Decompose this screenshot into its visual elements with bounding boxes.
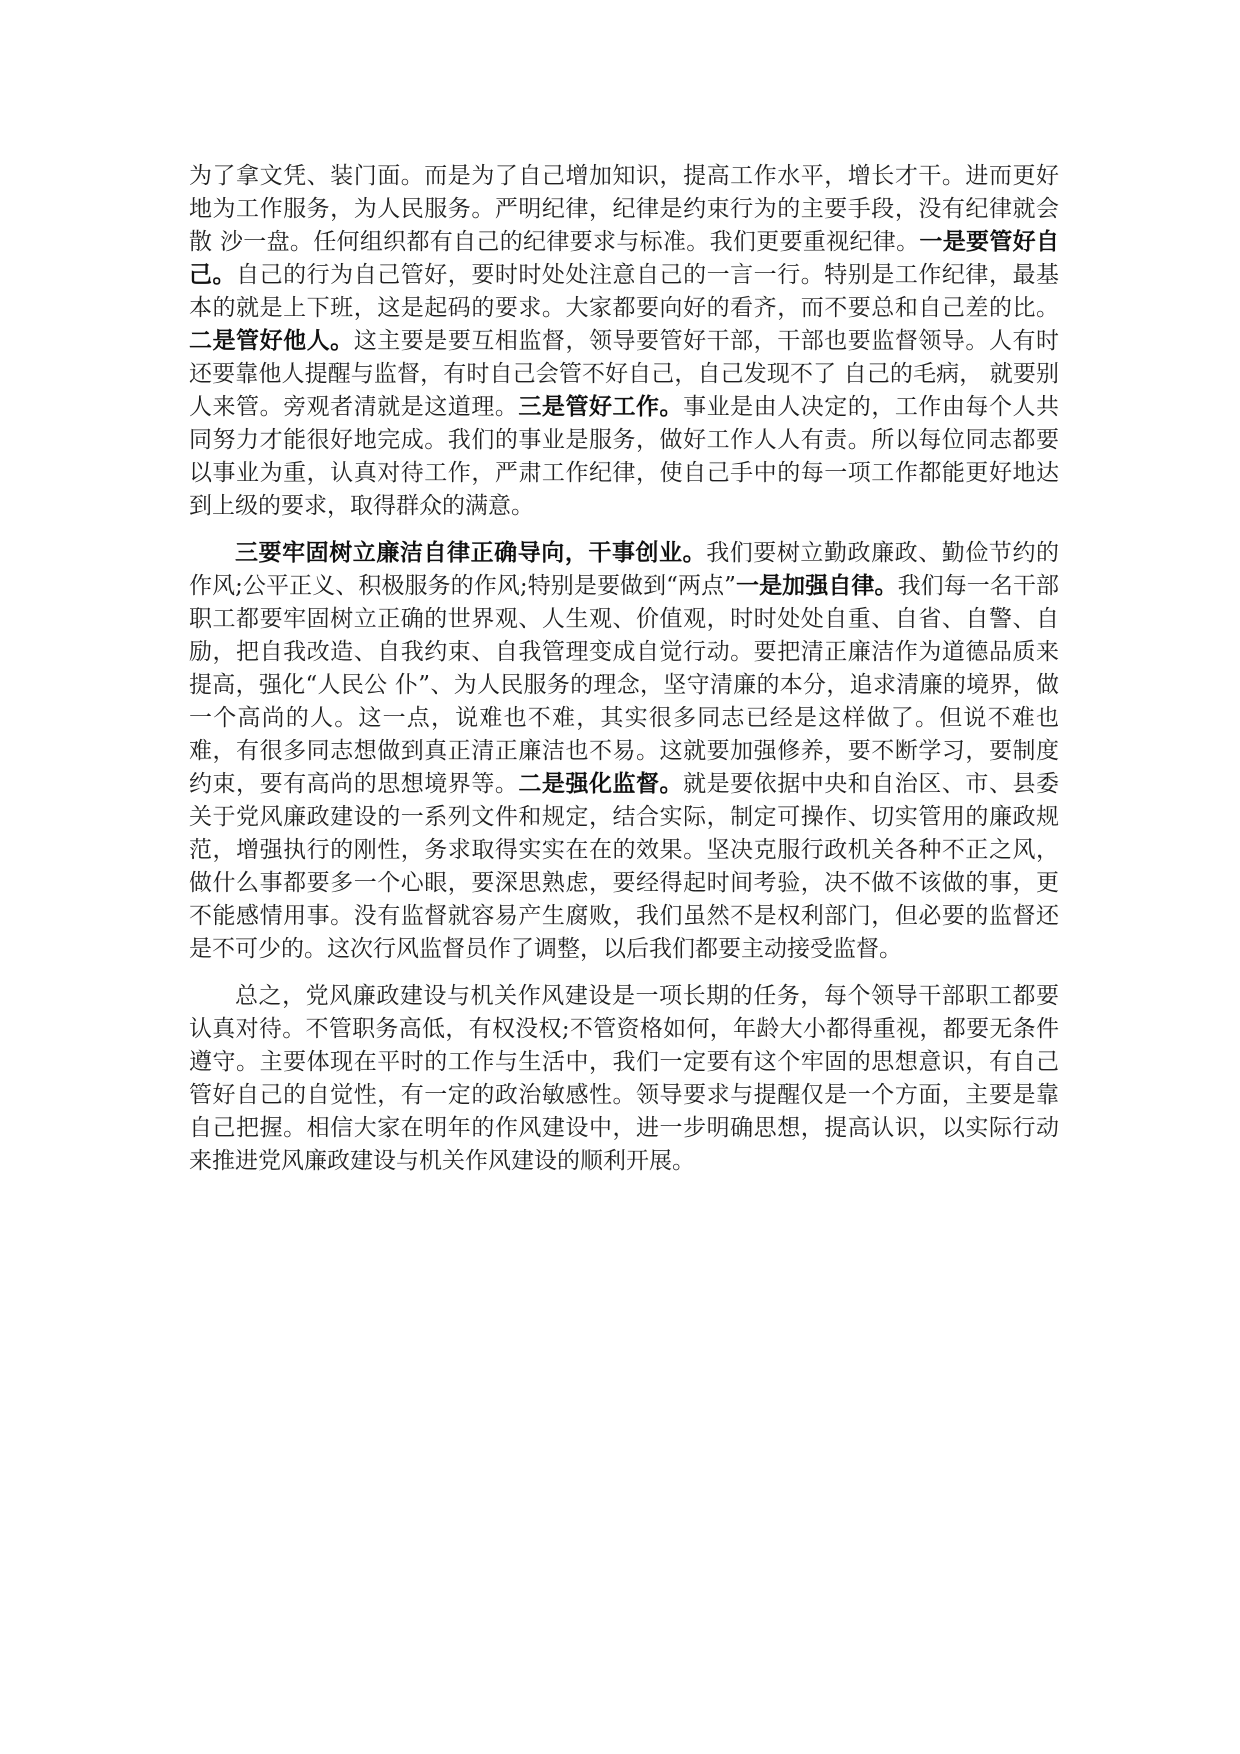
paragraph-integrity bbox=[189, 537, 1059, 966]
bold-heading-self-discipline: 一是加强自律。 bbox=[735, 573, 898, 599]
text-segment: 自己的行为自己管好，要时时处处注意自己的一言一行。特别是工作纪律，最基本的就是上下班，这是起码的要求。大家都要向好的看齐，而不要总和自己差的比。 bbox=[189, 262, 1060, 321]
text-segment: 总之，党风廉政建设与机关作风建设是一项长期的任务，每个领导干部职工都要认真对待。不管职务高低，有权没权;不管资格如何，年龄大小都得重视，都要无条件遵守。主要体现在平时的工作与生活中，我们一定要有这个牢固的思想意识，有自己管好自己的自觉性，有一定的政治敏感性。领导要求与提醒仅是一个方面，主要是靠自己把握。相信大家在明年的作风建设中，进一步明确思想，提高认识，以实际行动来推进党风廉政建设与机关作风建设的顺利开展。 bbox=[189, 983, 1059, 1174]
bold-heading-manage-self: 一是要管好自己。 bbox=[189, 229, 1060, 288]
document-page bbox=[189, 160, 1059, 1192]
text-segment: 为了拿文凭、装门面。而是为了自己增加知识，提高工作水平，增长才干。进而更好地为工作服务，为人民服务。严明纪律，纪律是约束行为的主要手段，没有纪律就会散 沙一盘。任何组织都有自己的纪律要求与标准。我们更要重视纪律。 bbox=[189, 163, 1059, 255]
text-segment: 这主要是要互相监督，领导要管好干部，干部也要监督领导。人有时还要靠他人提醒与监督，有时自己会管不好自己，自己发现不了 自己的毛病， 就要别人来管。旁观者清就是这道理。 bbox=[189, 328, 1060, 420]
text-segment: 事业是由人决定的，工作由每个人共同努力才能很好地完成。我们的事业是服务，做好工作人人有责。所以每位同志都要以事业为重，认真对待工作，严肃工作纪律，使自己手中的每一项工作都能更好地达到上级的要求，取得群众的满意。 bbox=[189, 394, 1060, 519]
paragraph-discipline bbox=[189, 160, 1059, 523]
paragraph-conclusion bbox=[189, 980, 1059, 1178]
bold-heading-supervision: 二是强化监督。 bbox=[518, 771, 684, 797]
text-segment: 我们每一名干部职工都要牢固树立正确的世界观、人生观、价值观，时时处处自重、自省、自警、自励，把自我改造、自我约束、自我管理变成自觉行动。要把清正廉洁作为道德品质来提高，强化“人民公 仆”、为人民服务的理念，坚守清廉的本分，追求清廉的境界，做一个高尚的人。这一点，说难也不难，其实很多同志已经是这样做了。但说不难也难，有很多同志想做到真正清正廉洁也不易。这就要加强修养，要不断学习，要制度约束，要有高尚的思想境界等。 bbox=[189, 573, 1060, 797]
bold-heading-manage-others: 二是管好他人。 bbox=[189, 328, 354, 354]
text-segment: 我们要树立勤政廉政、勤俭节约的作风;公平正义、积极服务的作风;特别是要做到“两点” bbox=[189, 540, 1060, 599]
text-segment: 就是要依据中央和自治区、市、县委关于党风廉政建设的一系列文件和规定，结合实际，制定可操作、切实管用的廉政规范，增强执行的刚性，务求取得实实在在的效果。坚决克服行政机关各种不正之风，做什么事都要多一个心眼，要深思熟虑，要经得起时间考验，决不做不该做的事，更不能感情用事。没有监督就容易产生腐败，我们虽然不是权利部门，但必要的监督还是不可少的。这次行风监督员作了调整，以后我们都要主动接受监督。 bbox=[189, 771, 1060, 962]
bold-heading-integrity: 三要牢固树立廉洁自律正确导向，干事创业。 bbox=[235, 540, 707, 566]
bold-heading-manage-work: 三是管好工作。 bbox=[518, 394, 684, 420]
